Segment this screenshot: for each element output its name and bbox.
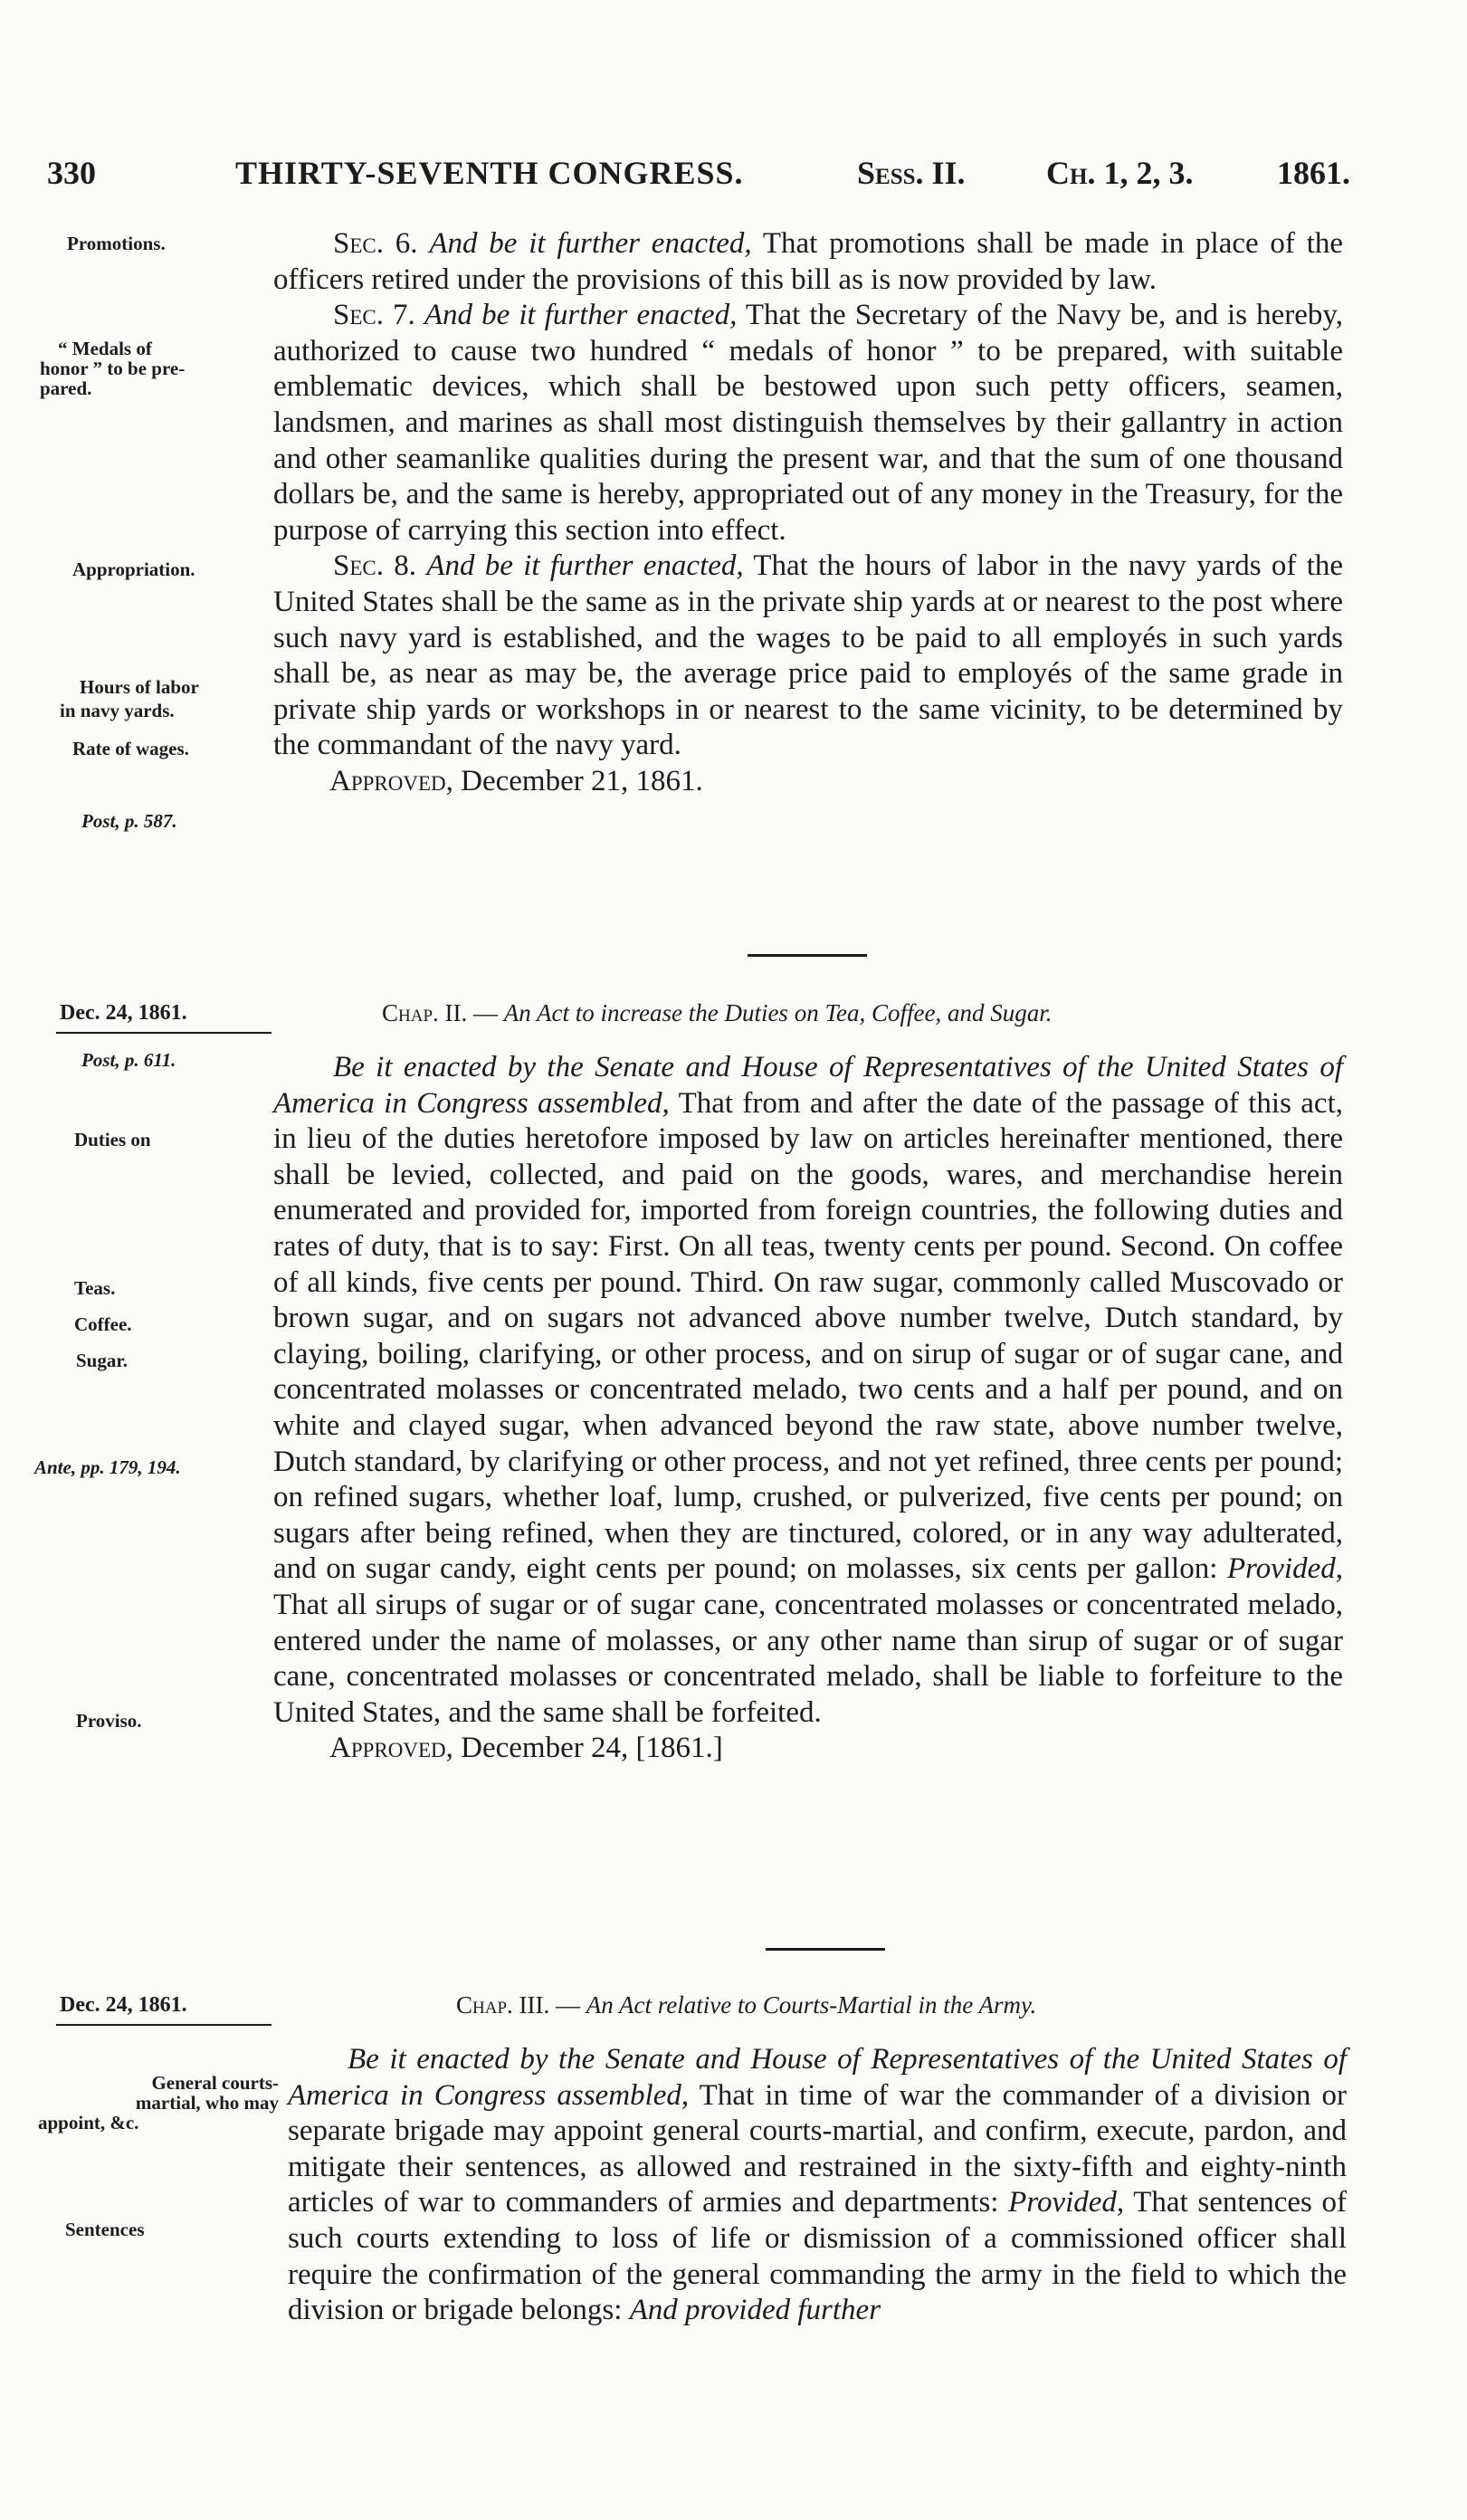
section-8	[273, 549, 1343, 764]
chap2-date-rule	[56, 1032, 271, 1034]
section-divider-2	[766, 1948, 885, 1951]
section-7-clause: And be it further enacted,	[424, 299, 738, 332]
running-title: THIRTY-SEVENTH CONGRESS.	[235, 155, 744, 191]
margin-note-sentences: Sentences	[65, 2219, 145, 2240]
session-label: Sess. II.	[857, 155, 966, 191]
margin-note-courts-line1: General courts-	[151, 2072, 279, 2094]
chap2-approved-date: December 24, [1861.]	[461, 1732, 723, 1765]
section-6	[273, 226, 1343, 298]
section-7	[273, 298, 1343, 549]
chap3-date: Dec. 24, 1861.	[60, 1993, 187, 2017]
chap2-proviso-word: Provided,	[1227, 1552, 1343, 1586]
margin-note-coffee: Coffee.	[74, 1313, 132, 1335]
section-7-label: Sec. 7.	[333, 299, 415, 332]
margin-note-courts-line3: appoint, &c.	[38, 2112, 139, 2133]
margin-note-chap2-post-ref: Post, p. 611.	[81, 1049, 176, 1071]
chap3-heading-label: Chap. III. —	[456, 1991, 580, 2019]
chap3-heading	[456, 1991, 1036, 2019]
margin-note-hours-line2: in navy yards.	[60, 700, 175, 721]
margin-note-appropriation: Appropriation.	[72, 558, 195, 580]
header-year: 1861.	[1277, 155, 1350, 191]
page-number: 330	[47, 155, 96, 191]
chapters-label: Ch. 1, 2, 3.	[1046, 155, 1194, 191]
chap3-body	[288, 2042, 1347, 2329]
chap2-date: Dec. 24, 1861.	[60, 1001, 187, 1025]
section-7-text: That the Secretary of the Navy be, and is hereby, authorized to cause two hundred “ medals of honor ” to be prepared, with suitable emblematic devices, which shall be bestowed upon such petty officers, seamen, landsmen, and marines as shall most distinguish themselves by their gallantry in action and other seamanlike qualities during the present war, and that the sum of one thousand dollars be, and the same is hereby, appropriated out of any money in the Treasury, for the purpose of carrying this section into effect.	[273, 299, 1344, 547]
margin-note-post-ref: Post, p. 587.	[81, 810, 177, 832]
margin-note-medals-line2: honor ” to be pre-	[40, 358, 186, 379]
section-divider	[748, 954, 867, 957]
section-8-label: Sec. 8.	[333, 549, 417, 583]
margin-note-proviso: Proviso.	[76, 1710, 142, 1732]
approval-line-1	[329, 764, 1343, 800]
chap2-heading-label: Chap. II. —	[382, 999, 499, 1026]
sections-block	[273, 226, 1343, 800]
running-header	[47, 154, 1350, 208]
margin-note-promotions: Promotions.	[67, 233, 166, 254]
chap3-provided-further: And provided further	[629, 2294, 881, 2327]
chap2-proviso-text: That all sirups of sugar or of sugar cane, concentrated molasses or concentrated melado, entered under the name of molasses, or any other name than sirup of sugar or of sugar cane, concentrated molasses or concentrated melado, shall be liable to forfeiture to the United States, and the same shall be forfeited.	[273, 1588, 1343, 1729]
chap2-paragraph	[273, 1050, 1343, 1731]
chap2-approved-label: Approved,	[329, 1732, 453, 1765]
margin-note-hours-line1: Hours of labor	[80, 676, 199, 698]
approval-line-2	[329, 1731, 1343, 1767]
chap2-enacting-clause: Be it enacted by the Senate and House of Representatives of the United States of America in Congress assembled,	[273, 1051, 1343, 1120]
chap2-heading	[382, 999, 1052, 1027]
section-8-clause: And be it further enacted,	[426, 549, 744, 583]
margin-note-wages: Rate of wages.	[72, 738, 189, 759]
chap3-enacting-clause: Be it enacted by the Senate and House of Representatives of the United States of America in Congress assembled,	[288, 2043, 1347, 2112]
section-8-text: That the hours of labor in the navy yards of the United States shall be the same as in the private ship yards at or nearest to the post where such navy yard is established, and the wages to be paid to all employés in such yards shall be, as near as may be, the average price paid to employés of the same grade in private ship yards or workshops in or nearest to the same vicinity, to be determined by the commandant of the navy yard.	[273, 549, 1344, 762]
chap3-date-rule	[56, 2024, 271, 2026]
chap2-text: That from and after the date of the passage of this act, in lieu of the duties heretofore imposed by law on articles hereinafter mentioned, there shall be levied, collected, and paid on the goods, wares, and merchandise herein enumerated and provided for, imported from foreign countries, the following duties and rates of duty, that is to say: First. On all teas, twenty cents per pound. Second. On coffee of all kinds, five cents per pound. Third. On raw sugar, commonly called Muscovado or brown sugar, and on sugars not advanced above number twelve, Dutch standard, by claying, boiling, clarifying, or other process, and on sirup of sugar or of sugar cane, and concentrated molasses or concentrated melado, two cents and a half per pound, and on white and clayed sugar, when advanced beyond the raw state, above number twelve, Dutch standard, by clarifying or other process, and not yet refined, three cents per pound; on refined sugars, whether loaf, lump, crushed, or pulverized, five cents per pound; on sugars after being refined, when they are tinctured, colored, or in any way adulterated, and on sugar candy, eight cents per pound; on molasses, six cents per gallon:	[273, 1086, 1343, 1586]
section-6-label: Sec. 6.	[333, 227, 418, 260]
section-6-text: That promotions shall be made in place of the officers retired under the provisions of this bill as is now provided by law.	[273, 227, 1344, 296]
margin-note-medals-line3: pared.	[40, 377, 92, 399]
margin-note-ante-ref: Ante, pp. 179, 194.	[34, 1456, 181, 1478]
margin-note-duties: Duties on	[74, 1129, 151, 1150]
chap3-paragraph	[288, 2042, 1347, 2329]
chap2-heading-title: An Act to increase the Duties on Tea, Coffee, and Sugar.	[503, 999, 1053, 1026]
chap3-heading-title: An Act relative to Courts-Martial in the Army.	[586, 1991, 1037, 2019]
chap3-text: That in time of war the commander of a division or separate brigade may appoint general courts-martial, and confirm, execute, pardon, and mitigate their sentences, as allowed and restrained in the sixty-fifth and eighty-ninth articles of war to commanders of armies and departments:	[288, 2078, 1347, 2219]
margin-note-teas: Teas.	[74, 1277, 116, 1299]
approved-date: December 21, 1861.	[461, 764, 703, 797]
approved-label: Approved,	[329, 764, 453, 797]
chap3-proviso-text: That sentences of such courts extending to loss of life or dismission of a commissioned officer shall require the confirmation of the general commanding the army in the field to which the division or brigade belongs:	[288, 2186, 1348, 2327]
section-6-clause: And be it further enacted,	[429, 227, 752, 260]
margin-note-courts-line2: martial, who may	[135, 2092, 279, 2114]
margin-note-sugar: Sugar.	[76, 1350, 129, 1371]
chap3-proviso-word: Provided,	[1008, 2186, 1125, 2219]
margin-note-medals-line1: “ Medals of	[58, 338, 152, 359]
chap2-body	[273, 1050, 1343, 1767]
